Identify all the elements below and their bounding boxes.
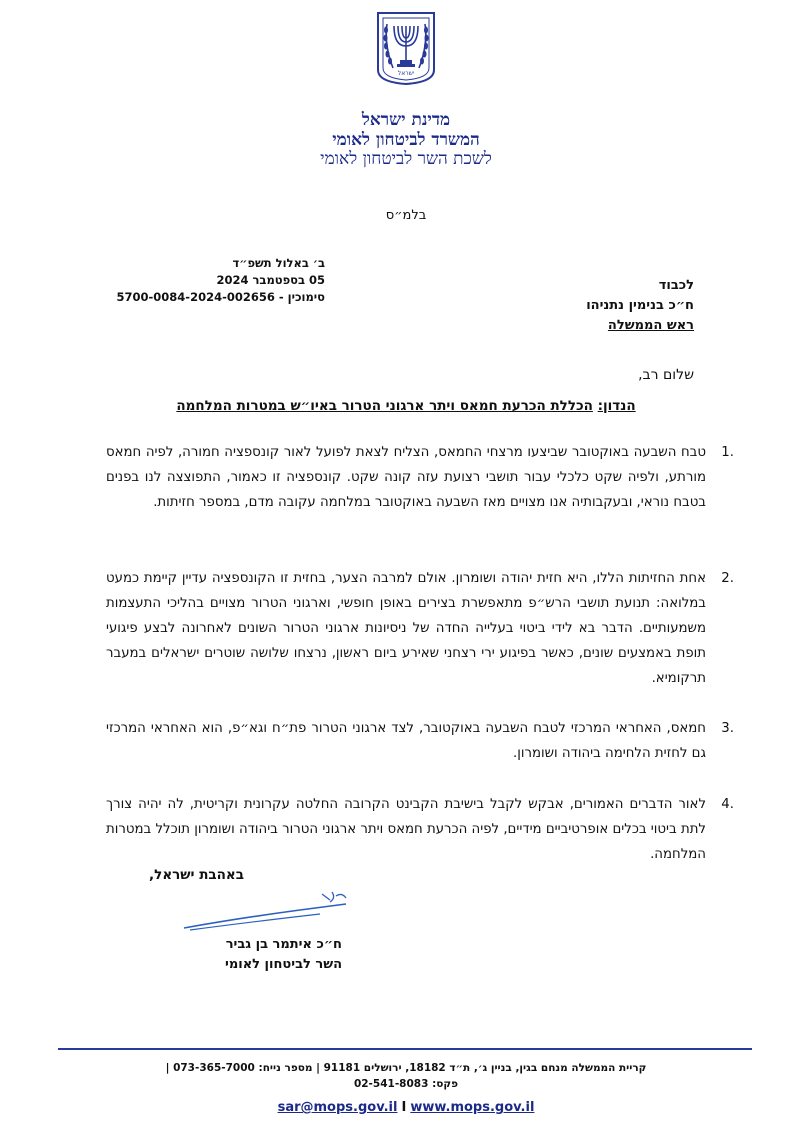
office-name: לשכת השר לביטחון לאומי <box>320 149 492 169</box>
recipient-block <box>586 276 694 336</box>
recipient-salutation: לכבוד <box>658 278 694 293</box>
footer-fax: פקס: 02-541-8083 <box>353 1078 459 1090</box>
greeting: שלום רב, <box>638 367 694 383</box>
gregorian-date: 05 בספטמבר 2024 <box>216 273 325 287</box>
paragraph-number: .1 <box>721 445 734 460</box>
paragraph-text: לאור הדברים האמורים, אבקש לקבל בישיבת הקבינט הקרובה החלטה עקרונית וקריטית, לה יהיה צורך לתת ביטוי בכלים אופרטיביים מידיים, לפיה הכרעת חמאס ויתר ארגוני הטרור ביהודה ושומרון תוכלל במטרות המלחמה. <box>106 797 706 862</box>
paragraph-text: אחת החזיתות הללו, היא חזית יהודה ושומרון. אולם למרבה הצער, בחזית זו הקונספציה עדיין קיימת כמעט במלואה: תנועת תושבי הרש״פ מתאפשרת בצירים באופן חופשי, וארגוני הטרור מצויים בהליכי התעצמות משמעותיים. הדבר בא לידי ביטוי בעלייה החדה של ניסיונות ארגוני הטרור השונים לאחרונה לבצע פיגועי תופת באמצעים שונים, כאשר בפיגוע ירי רצחני שאירע ביום ראשון, נרצחו שלושה שוטרים ישראלים במעבר תרקומיא. <box>106 571 706 686</box>
state-name: מדינת ישראל <box>361 110 451 130</box>
subject-text: הכללת הכרעת חמאס ויתר ארגוני הטרור באיו״ש במטרות המלחמה <box>176 398 593 414</box>
hebrew-date: ב׳ באלול תשפ״ד <box>232 256 325 270</box>
classification-label: בלמ״ס <box>385 208 427 223</box>
subject-line <box>0 398 812 414</box>
email-link[interactable]: sar@mops.gov.il <box>277 1100 398 1115</box>
date-block <box>116 255 325 304</box>
footer-address: קריית הממשלה מנחם בגין, בניין ג׳, ת״ד 18182, ירושלים 91181 | מספר נייח: 073-365-7000 | <box>165 1062 647 1074</box>
reference-label: סימוכין - <box>278 290 325 304</box>
paragraph-text: טבח השבעה באוקטובר שביצעו מרצחי החמאס, הצליח לצאת לפועל לאור קונספציה חמורה, לפיה חמאס מורתע, ולפיה שקט כלכלי עבור תושבי רצועת עזה קונה שקט. קונספציה זו כאמור, התפוצצה לנו בפנים בטבח נוראי, ובעקבותיה אנו מצויים מאז השבעה באוקטובר במלחמה עקובה מדם, במספר חזיתות. <box>106 445 706 510</box>
link-separator: I <box>401 1100 407 1115</box>
paragraph-2 <box>106 566 734 691</box>
emblem-label: ישראל <box>397 70 415 77</box>
handwritten-signature <box>180 888 350 938</box>
signatory-title: השר לביטחון לאומי <box>225 957 342 972</box>
reference-number: 5700-0084-2024-002656 <box>116 290 275 304</box>
paragraph-number: .2 <box>721 571 734 586</box>
signatory-block <box>225 935 342 975</box>
recipient-name: ח״כ בנימין נתניהו <box>586 298 694 313</box>
closing-line: באהבת ישראל, <box>149 867 244 883</box>
recipient-title: ראש הממשלה <box>607 318 694 333</box>
paragraph-text: חמאס, האחראי המרכזי לטבח השבעה באוקטובר, לצד ארגוני הטרור פת״ח וגא״פ, הוא האחראי המרכזי גם לחזית הלחימה ביהודה ושומרון. <box>106 721 706 761</box>
reference-line <box>117 289 325 306</box>
ministry-name: המשרד לביטחון לאומי <box>332 130 480 150</box>
paragraph-4 <box>106 792 734 867</box>
footer-divider <box>58 1048 752 1050</box>
website-link[interactable]: www.mops.gov.il <box>410 1100 535 1115</box>
paragraph-number: .3 <box>721 721 734 736</box>
state-emblem-icon <box>375 10 437 86</box>
signatory-name: ח״כ איתמר בן גביר <box>225 937 342 952</box>
subject-label: הנדון: <box>597 398 636 414</box>
footer-links <box>0 1100 812 1115</box>
paragraph-1 <box>106 440 734 515</box>
paragraph-3 <box>106 716 734 766</box>
paragraph-number: .4 <box>721 797 734 812</box>
